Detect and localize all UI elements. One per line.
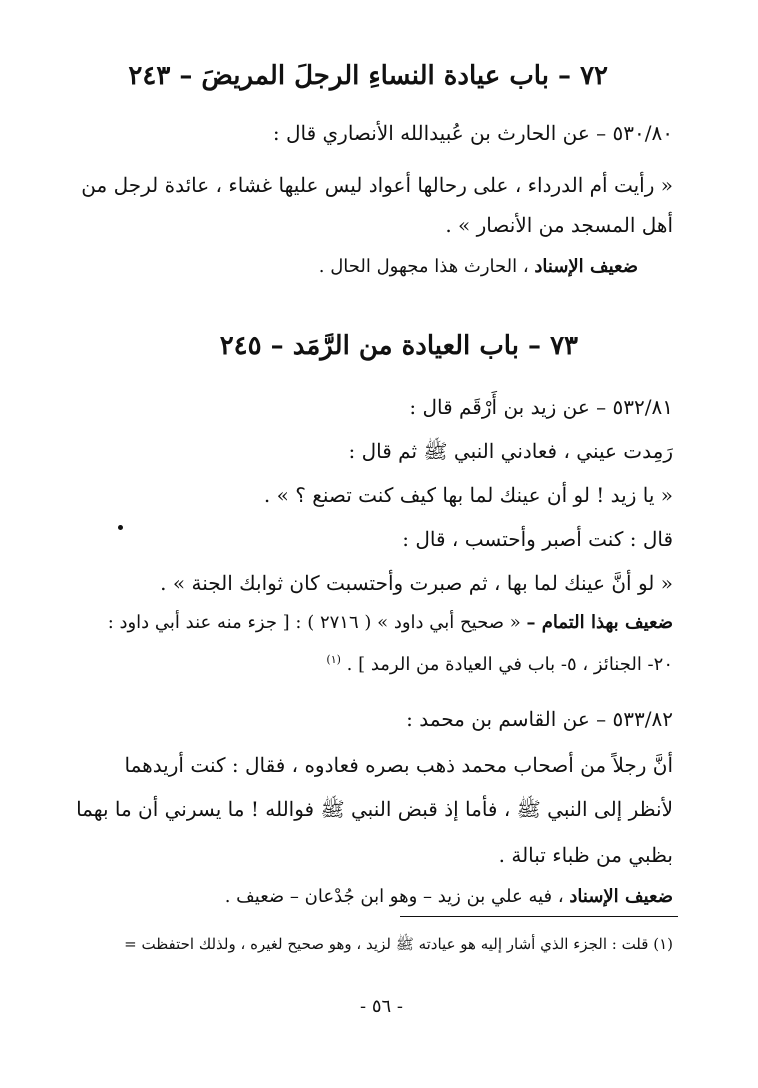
hadith-533-number: ٥٣٣/٨٢ – عن القاسم بن محمد : <box>406 707 673 731</box>
hadith-532-line2: « يا زيد ! لو أن عينك لما بها كيف كنت تصنع ؟ » . <box>263 483 673 507</box>
hadith-532-line1: رَمِدت عيني ، فعادني النبي ﷺ ثم قال : <box>348 439 673 463</box>
grade-label: ضعيف بهذا التمام – <box>526 612 673 633</box>
grade-text: ، الحارث هذا مجهول الحال . <box>318 256 529 277</box>
hadith-533-line1: أنَّ رجلاً من أصحاب محمد ذهب بصره فعادوه ، فقال : كنت أريدهما <box>124 753 673 777</box>
grade-text: ، فيه علي بن زيد – وهو ابن جُدْعان – ضعيف . <box>224 886 564 907</box>
hadith-532-line3: قال : كنت أصبر وأحتسب ، قال : <box>402 527 673 551</box>
hadith-533-line3: بظبي من ظباء تبالة . <box>498 843 673 867</box>
hadith-533-grade <box>225 882 673 912</box>
hadith-530-text-line2: أهل المسجد من الأنصار » . <box>445 213 673 237</box>
hadith-530-grade <box>319 252 638 282</box>
footnote-ref: (١) <box>326 653 341 666</box>
footnote-divider <box>400 916 678 917</box>
stray-dot <box>118 525 123 530</box>
grade-label: ضعيف الإسناد <box>569 886 673 907</box>
hadith-532-line4: « لو أنَّ عينك لما بها ، ثم صبرت وأحتسبت كان ثوابك الجنة » . <box>160 571 673 595</box>
chapter-73-title: ٧٣ – باب العيادة من الرَّمَد – ٢٤٥ <box>219 331 578 361</box>
hadith-530-text-line1: « رأيت أم الدرداء ، على رحالها أعواد ليس عليها غشاء ، عائدة لرجل من <box>81 173 673 197</box>
hadith-533-line2: لأنظر إلى النبي ﷺ ، فأما إذ قبض النبي ﷺ فوالله ! ما يسرني أن ما بهما <box>76 797 673 821</box>
grade-text: « صحيح أبي داود » ( ٢٧١٦ ) : [ جزء منه عند أبي داود : <box>107 612 521 633</box>
hadith-532-grade <box>108 608 673 638</box>
page-number: - ٥٦ - <box>360 996 403 1017</box>
footnote-text: (١) قلت : الجزء الذي أشار إليه هو عيادته ﷺ لزيد ، وهو صحيح لغيره ، ولذلك احتفظت = <box>124 935 673 953</box>
hadith-530-number: ٥٣٠/٨٠ – عن الحارث بن عُبيدالله الأنصاري قال : <box>272 121 673 145</box>
hadith-532-number: ٥٣٢/٨١ – عن زيد بن أَرْقَم قال : <box>409 395 673 419</box>
chapter-72-title: ٧٢ – باب عيادة النساءِ الرجلَ المريضَ – ٢٤٣ <box>128 61 608 91</box>
grade-label: ضعيف الإسناد <box>534 256 638 277</box>
grade-text-continued: ٢٠- الجنائز ، ٥- باب في العيادة من الرمد ] . <box>346 654 673 675</box>
hadith-532-grade-line2 <box>326 645 673 680</box>
